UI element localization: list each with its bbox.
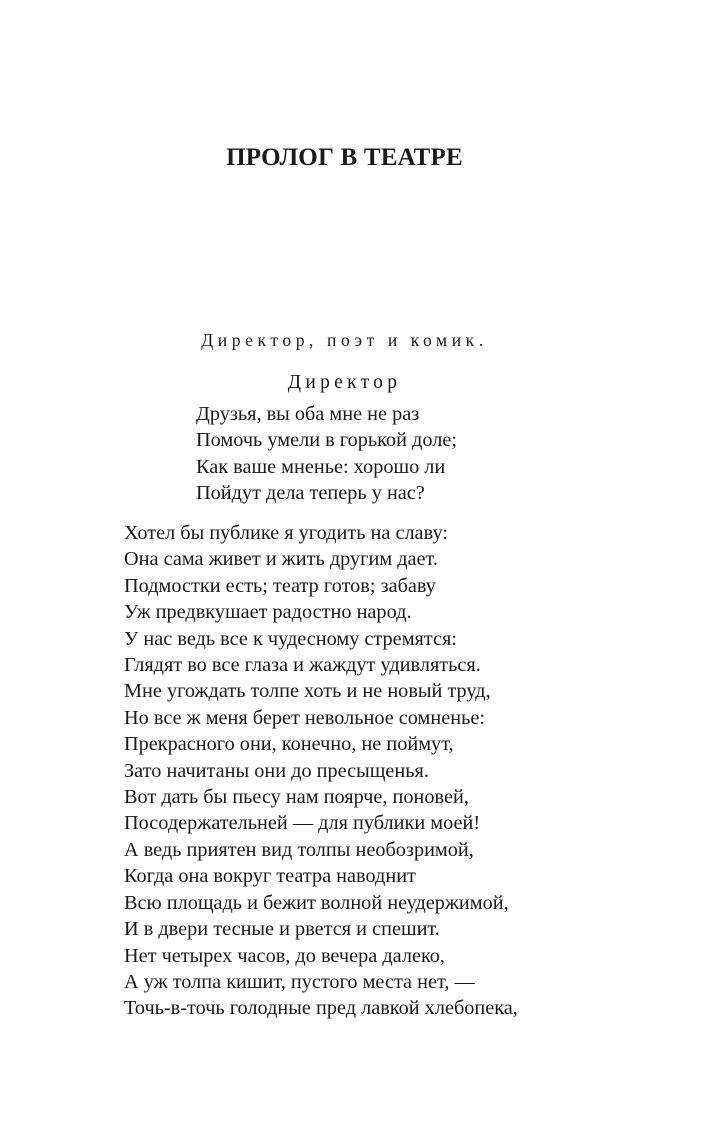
verse-line: И в двери тесные и рвется и спешит. [124, 918, 440, 941]
verse-line: Пойдут дела теперь у нас? [196, 482, 425, 505]
verse-line: Когда она вокруг театра наводнит [124, 865, 416, 888]
verse-line: А ведь приятен вид толпы необозримой, [124, 838, 474, 861]
verse-line: Нет четырех часов, до вечера далеко, [124, 944, 445, 967]
stanza-1 [196, 401, 457, 507]
verse-line: Мне угождать толпе хоть и не новый труд, [124, 680, 491, 703]
verse-line: Вот дать бы пьесу нам поярче, поновей, [124, 786, 469, 809]
verse-line: Хотел бы публике я угодить на славу: [124, 522, 448, 544]
verse-line: Она сама живет и жить другим дает. [124, 548, 438, 571]
verse-line: Подмостки есть; театр готов; забаву [124, 574, 436, 597]
verse-line: Друзья, вы оба мне не раз [196, 403, 420, 425]
verse-line: Уж предвкушает радостно народ. [124, 601, 412, 624]
verse-line: Помочь умели в горькой доле; [196, 429, 457, 452]
verse-line: Прекрасного они, конечно, не поймут, [124, 733, 454, 756]
verse-line: Но все ж меня берет невольное сомненье: [124, 706, 485, 729]
verse-line: У нас ведь все к чудесному стремятся: [124, 627, 457, 650]
verse-line: Посодержательней — для публики моей! [124, 812, 481, 835]
verse-line: А уж толпа кишит, пустого места нет, — [124, 970, 475, 993]
verse-line: Точь-в-точь голодные пред лавкой хлебопека, [124, 997, 518, 1020]
speaker-name: Директор [287, 372, 402, 393]
stanza-2 [124, 520, 518, 1022]
cast-list: Директор, поэт и комик. [201, 330, 488, 350]
verse-line: Зато начитаны они до пресыщенья. [124, 759, 429, 782]
verse-line: Как ваше мненье: хорошо ли [196, 455, 446, 478]
verse-line: Глядят во все глаза и жаждут удивляться. [124, 654, 481, 677]
chapter-title: ПРОЛОГ В ТЕАТРЕ [226, 144, 463, 171]
verse-line: Всю площадь и бежит волной неудержимой, [124, 891, 509, 914]
